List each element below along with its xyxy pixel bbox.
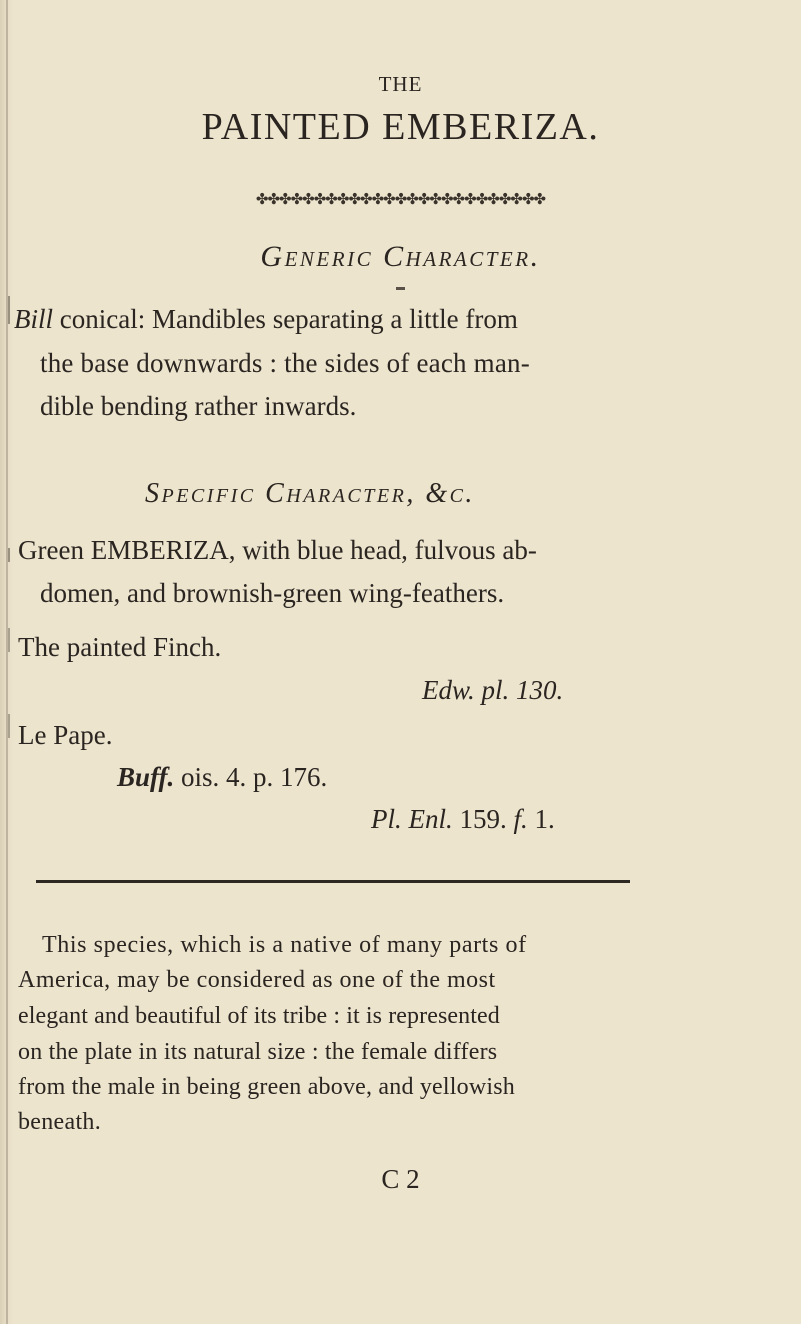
synonym-ref-3-rest: 159. [452, 804, 514, 834]
decorative-dash [396, 287, 405, 290]
margin-mark [8, 296, 10, 324]
description-line-6: beneath. [18, 1109, 102, 1135]
synonym-name-1: The painted Finch. [18, 632, 222, 662]
synonym-ref-3-fig: f. [513, 804, 528, 834]
synonym-ref-3-num: 1. [527, 804, 555, 834]
specific-line-1: Green EMBERIZA, with blue head, fulvous ab- [18, 535, 537, 565]
generic-line-1 [14, 306, 518, 333]
margin-mark [8, 714, 10, 738]
synonym-name-2: Le Pape. [18, 720, 113, 750]
generic-line-3: dible bending rather inwards. [40, 391, 357, 421]
catchword: C 2 [381, 1164, 420, 1194]
bill-term: Bill [14, 304, 53, 334]
synonym-ref-3 [371, 806, 555, 833]
description-line-1: This species, which is a native of many parts of [42, 932, 527, 958]
generic-line-2: the base downwards : the sides of each man- [40, 348, 530, 378]
synonym-ref-2 [117, 764, 327, 791]
generic-character-heading: Generic Character. [260, 240, 541, 273]
margin-mark [8, 548, 10, 562]
description-line-2: America, may be considered as one of the most [18, 967, 496, 993]
synonym-ref-2-rest: ois. 4. p. 176. [174, 762, 328, 792]
page-title: PAINTED EMBERIZA. [201, 106, 600, 148]
synonym-ref-1: Edw. pl. 130. [422, 675, 564, 705]
section-divider [36, 880, 630, 883]
synonym-ref-2-author: Buff. [117, 762, 175, 792]
specific-character-heading: Specific Character, &c. [145, 478, 475, 509]
synonym-ref-3-source: Pl. Enl. [371, 804, 453, 834]
description-line-5: from the male in being green above, and yellowish [18, 1074, 515, 1100]
generic-line-1-rest: conical: Mandibles separating a little from [53, 304, 518, 334]
description-line-4: on the plate in its natural size : the female differs [18, 1039, 498, 1065]
title-prefix: THE [378, 72, 423, 96]
description-line-3: elegant and beautiful of its tribe : it is represented [18, 1003, 500, 1029]
margin-mark [8, 628, 10, 652]
specific-line-2: domen, and brownish-green wing-feathers. [40, 578, 505, 608]
ornament-rule-icon: ✤✤✤✤✤✤✤✤✤✤✤✤✤✤✤✤✤✤✤✤✤✤✤✤✤ [255, 192, 546, 208]
